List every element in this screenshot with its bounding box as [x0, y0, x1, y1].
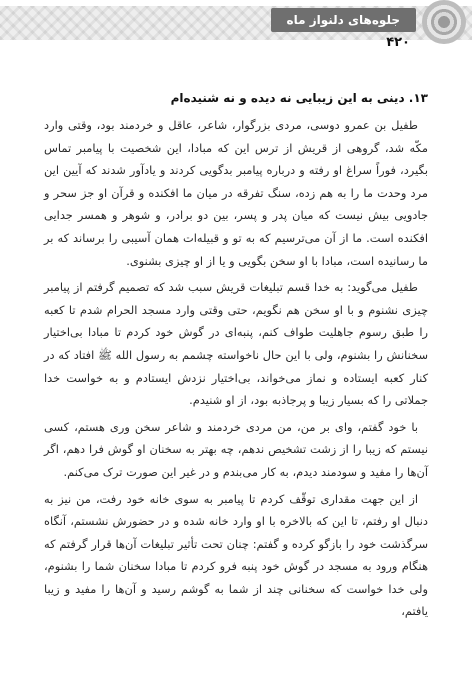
paragraph: طفیل بن عمرو دوسی، مردی بزرگوار، شاعر، عاقل و خردمند بود، وقتی وارد مکّه شد، گروهی از قریش از ترس این که مبادا، این شخصیت با پیامبر تماس بگیرد، فوراً سراغ او رفته و درباره پیامبر بدگویی کردند و یادآور شدند که آیین این مرد وحدت ما را به هم زده، سنگ تفرقه در میان ما افکنده و قرآن او جز سحر و جادویی بیش نیست که میان پدر و پسر، بین دو برادر، و شوهر و همسر جدایی افکنده است. ما از آن می‌ترسیم که به تو و قبیله‌ات همان آسیبی را برساند که بر ما رسانیده است، مبادا با او سخن بگویی و یا از او چیزی بشنوی. [44, 118, 428, 268]
book-title: جلوه‌های دلنواز ماه [271, 8, 416, 32]
section-title: ۱۳. دینی به این زیبایی نه دیده و نه شنیده‌ام [170, 91, 428, 105]
paragraph: طفیل می‌گوید: به خدا قسم تبلیغات قریش سبب شد که تصمیم گرفتم از پیامبر چیزی نشنوم و با او سخن هم نگویم، حتی وقتی وارد مسجد الحرام شدم تا کعبه را طبق رسوم جاهلیت طواف کنم، پنبه‌ای در گوش خود کردم تا مبادا بی‌اختیار سخنانش را بشنوم، ولی با این حال ناخواسته چشمم به رسول الله ﷺ افتاد که در کنار کعبه ایستاده و نماز می‌خواند، بی‌اختیار نزدش ایستادم و به خواست خدا جملاتی را که بسیار زیبا و پرجاذبه بود، از او شنیدم. [44, 280, 428, 408]
page-body [44, 88, 428, 627]
paragraph: از این جهت مقداری توقّف کردم تا پیامبر به سوی خانه خود رفت، من نیز به دنبال او رفتم، تا این که بالاخره با او وارد خانه شده و در حضورش نشستم، آنگاه سرگذشت خود را بازگو کرده و گفتم: چنان تحت تأثیر تبلیغات آن‌ها قرار گرفتم که هنگام ورود به مسجد در گوش خود پنبه فرو کردم تا مبادا سخنان شما را بشنوم، ولی خدا خواست که سخنانی چند از شما به گوشم رسید و آن‌ها را مفید و زیبا یافتم، [44, 491, 428, 619]
page-number: ۴۲۰ [386, 35, 410, 50]
paragraph: با خود گفتم، وای بر من، من مردی خردمند و شاعر سخن وری هستم، کسی نیستم که زیبا را از زشت تشخیص ندهم، چه بهتر به سخنان او گوش فرا دهم، اگر آن‌ها را مفید و سودمند دیدم، به کار می‌بندم و در غیر این صورت ترک می‌کنم. [44, 419, 428, 479]
rosette-ornament-icon [422, 0, 466, 44]
